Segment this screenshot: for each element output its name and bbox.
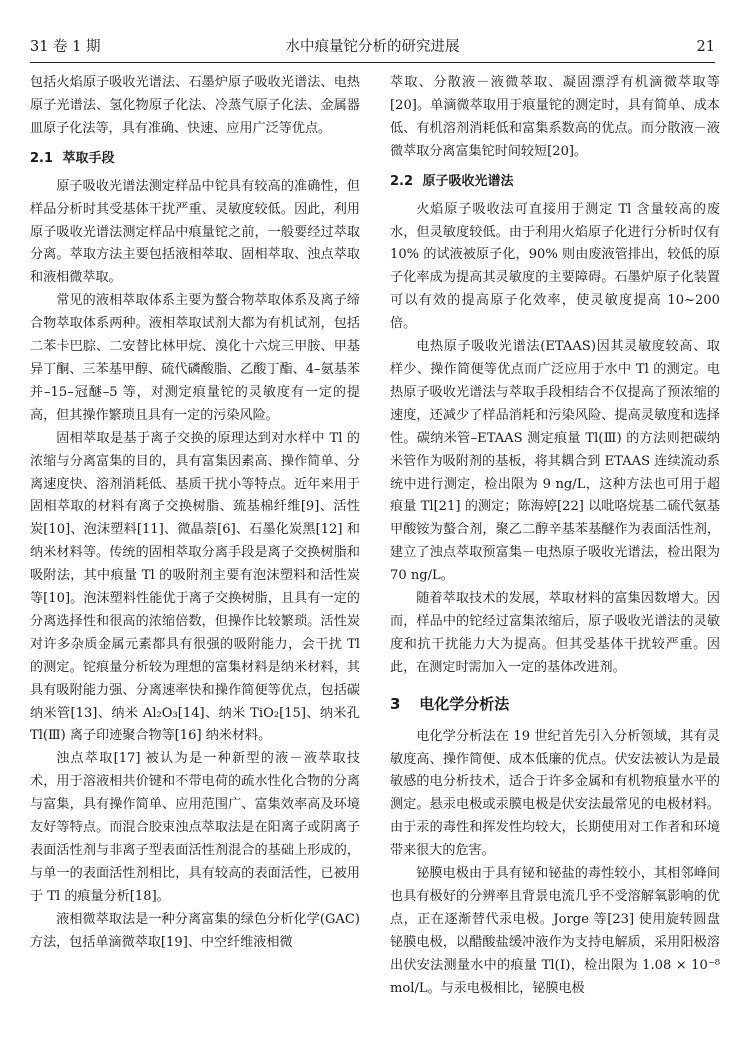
section-heading-3 — [390, 692, 720, 716]
paragraph: 电化学分析法在 19 世纪首先引入分析领域，其有灵敏度高、操作简便、成本低廉的优点。伏安法被认为是最敏感的电分析技术，适合于许多金属和有机物痕量水平的测定。悬汞电极或汞膜电极是伏安法最常见的电极材料。由于汞的毒性和挥发性均较大，长期使用对工作者和环境带来很大的危害。 — [390, 728, 720, 859]
paragraph: 随着萃取技术的发展，萃取材料的富集因数增大。因而，样品中的铊经过富集浓缩后，原子吸收光谱法的灵敏度和抗干扰能力大为提高。但其受基体干扰较严重。因此，在测定时需加入一定的基体改进剂。 — [390, 591, 720, 675]
header-rule — [30, 62, 715, 63]
section-number: 2.1 — [30, 150, 54, 166]
section-number: 3 — [390, 694, 401, 713]
paragraph: 固相萃取是基于离子交换的原理达到对水样中 Tl 的浓缩与分离富集的目的，具有富集因素高、操作简单、分离速度快、溶剂消耗低、基质干扰小等特点。近年来用于固相萃取的材料有离子交换树脂、巯基棉纤维[9]、活性炭[10]、泡沫塑料[11]、微晶萘[6]、石墨化炭黑[12] 和纳米材料等。传统的固相萃取分离手段是离子交换树脂和吸附法，其中痕量 Tl 的吸附剂主要有泡沫塑料和活性炭等[10]。泡沫塑料性能优于离子交换树脂，且具有一定的分离选择性和很高的浓缩倍数，但操作比较繁琐。活性炭对许多杂质金属元素都具有很强的吸附能力，会干扰 Tl 的测定。铊痕量分析较为理想的富集材料是纳米材料，其具有吸附能力强、分离速率快和操作简便等优点，包括碳纳米管[13]、纳米 Al₂O₃[14]、纳米 TiO₂[15]、纳米孔 Tl(Ⅲ) 离子印迹聚合物等[16] 纳米材料。 — [30, 430, 360, 744]
paragraph: 电热原子吸收光谱法(ETAAS)因其灵敏度较高、取样少、操作简便等优点而广泛应用于水中 Tl 的测定。电热原子吸收光谱法与萃取手段相结合不仅提高了预浓缩的速度，还减少了样品消耗和污染风险、提高灵敏度和选择性。碳纳米管–ETAAS 测定痕量 Tl(Ⅲ) 的方法则把碳纳米管作为吸附剂的基板，将其耦合到 ETAAS 连续流动系统中进行测定，检出限为 9 ng/L，这种方法也可用于超痕量 Tl[21] 的测定；陈海婷[22] 以吡咯烷基二硫代氨基甲酸铵为螯合剂，聚乙二醇辛基苯基醚作为表面活性剂，建立了浊点萃取预富集－电热原子吸收光谱法，检出限为 70 ng/L。 — [390, 339, 720, 584]
paragraph: 浊点萃取[17] 被认为是一种新型的液－液萃取技术，用于溶液相共价键和不带电荷的疏水性化合物的分离与富集，具有操作简单、应用范围广、富集效率高及环境友好等特点。而混合胶束浊点萃取法是在阳离子或阴离子表面活性剂与非离子型表面活性剂混合的基础上形成的，与单一的表面活性剂相比，具有较高的表面活性，已被用于 Tl 的痕量分析[18]。 — [30, 751, 360, 904]
journal-volume-issue: 31 卷 1 期 — [30, 39, 101, 55]
paragraph: 火焰原子吸收法可直接用于测定 Tl 含量较高的废水，但灵敏度较低。由于利用火焰原子化进行分析时仅有 10% 的试液被原子化，90% 则由废液管排出，较低的原子化率成为提高其灵敏度的主要障碍。石墨炉原子化装置可以有效的提高原子化效率，使灵敏度提高 10~200 倍。 — [390, 201, 720, 332]
right-column — [390, 72, 720, 1001]
left-column — [30, 72, 360, 955]
section-title: 萃取手段 — [62, 150, 115, 166]
running-title: 水中痕量铊分析的研究进展 — [285, 39, 460, 55]
paragraph: 常见的液相萃取体系主要为螯合物萃取体系及离子缔合物萃取体系两种。液相萃取试剂大都为有机试剂，包括二苯卡巴腙、二安替比林甲烷、溴化十六烷三甲胺、甲基异丁酮、三苯基甲醇、硫代磷酸脂、乙酸丁酯、4–氨基苯并–15–冠醚–5 等，对测定痕量铊的灵敏度有一定的提高，但其操作繁琐且具有一定的污染风险。 — [30, 293, 360, 423]
running-header — [30, 36, 715, 58]
section-heading-2-2 — [390, 171, 720, 193]
paragraph: 萃取、分散液－液微萃取、凝固漂浮有机滴微萃取等[20]。单滴微萃取用于痕量铊的测定时，具有简单、成本低、有机溶剂消耗低和富集系数高的优点。而分散液－液微萃取分离富集铊时间较短[20]。 — [390, 75, 720, 159]
section-title: 原子吸收光谱法 — [422, 173, 514, 189]
paragraph: 包括火焰原子吸收光谱法、石墨炉原子吸收光谱法、电热原子光谱法、氢化物原子化法、冷蒸气原子化法、金属器皿原子化法等，具有准确、快速、应用广泛等优点。 — [30, 75, 360, 136]
page-number: 21 — [696, 39, 715, 55]
paragraph: 铋膜电极由于具有铋和铋盐的毒性较小，其相邻峰间也具有极好的分辨率且背景电流几乎不受溶解氧影响的优点，正在逐渐替代汞电极。Jorge 等[23] 使用旋转圆盘铋膜电极，以醋酸盐缓冲液作为支持电解质，采用阳极溶出伏安法测量水中的痕量 Tl(Ⅰ)，检出限为 1.08 × 10⁻⁸ mol/L。与汞电极相比，铋膜电极 — [390, 866, 720, 996]
section-heading-2-1 — [30, 148, 360, 170]
paragraph: 原子吸收光谱法测定样品中铊具有较高的准确性，但样品分析时其受基体干扰严重、灵敏度较低。因此，利用原子吸收光谱法测定样品中痕量铊之前，一般要经过萃取分离。萃取方法主要包括液相萃取、固相萃取、浊点萃取和液相微萃取。 — [30, 178, 360, 286]
paragraph: 液相微萃取法是一种分离富集的绿色分析化学(GAC)方法，包括单滴微萃取[19]、中空纤维液相微 — [30, 911, 360, 950]
section-title: 电化学分析法 — [419, 694, 510, 713]
section-number: 2.2 — [390, 173, 414, 189]
